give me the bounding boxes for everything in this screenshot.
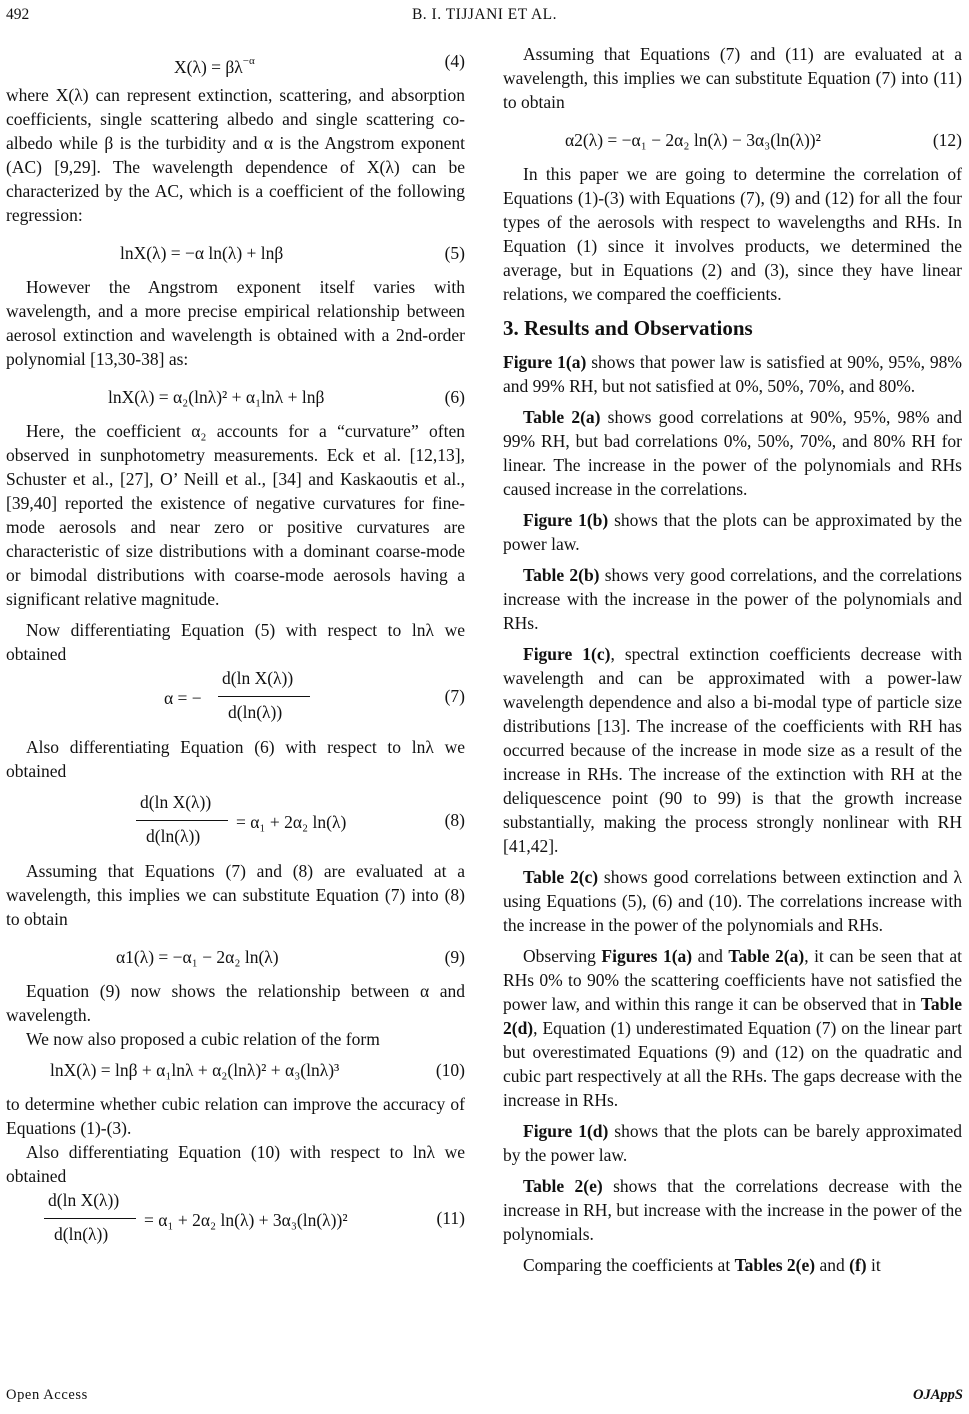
equation-7-number: (7) bbox=[444, 686, 465, 706]
figure-ref: Figures 1(a) bbox=[601, 946, 693, 966]
table-ref: Table 2(a) bbox=[728, 946, 805, 966]
equation-6-number: (6) bbox=[444, 387, 465, 407]
figure-ref: Figure 1(c) bbox=[523, 644, 611, 664]
result-observing: Observing Figures 1(a) and Table 2(a), it can be seen that at RHs 0% to 90% the scattering coefficients have not satisfied the power law, and within this range it can be observed that in Table 2(d), Equation (1) underestimated Equation (7) on the linear part but overestimated Equations (9) and (12) on the quadratic and cubic part respectively at all the RHs. The gaps decrease with the increase in RHs. bbox=[503, 946, 963, 1110]
equation-11-denominator: d(ln(λ)) bbox=[54, 1224, 109, 1244]
equation-4 bbox=[6, 42, 465, 76]
result-table-2e: Table 2(e) shows that the correlations decrease with the increase in RH, but increase with the increase in the power of the polynomials. bbox=[503, 1176, 962, 1244]
table-ref: Table 2(d) bbox=[503, 994, 962, 1038]
equation-8-rhs: = α₁ + 2α₂ ln(λ) bbox=[236, 812, 347, 832]
paragraph-substitute-7-8: Assuming that Equations (7) and (8) are evaluated at a wavelength, this implies we can substitute Equation (7) into (8) to obtain bbox=[6, 861, 465, 929]
equation-4-number: (4) bbox=[444, 51, 465, 71]
result-figure-1c: Figure 1(c), spectral extinction coefficients decrease with wavelength and can be approximated with a power-law wavelength dependence and also a bi-modal type of particle size distributions [13]. The increase of the coefficients with RH has occurred because of the increase in mode size as a result of the increase in RHs. The increase of the extinction with RH at the deliquescence point (90 to 99) is that the growth increase substantially, making the process strongly nonlinear with RH [41,42]. bbox=[503, 644, 962, 856]
table-ref: Tables 2(e) bbox=[734, 1255, 816, 1275]
equation-9-number: (9) bbox=[444, 947, 465, 967]
paragraph-cubic: We now also proposed a cubic relation of the form bbox=[26, 1029, 380, 1049]
equation-5-number: (5) bbox=[444, 243, 465, 263]
paragraph-accuracy: to determine whether cubic relation can improve the accuracy of Equations (1)-(3). bbox=[6, 1094, 465, 1138]
equation-10 bbox=[6, 1051, 465, 1085]
table-ref: Table 2(a) bbox=[523, 407, 601, 427]
equation-12-body: α2(λ) = −α₁ − 2α₂ ln(λ) − 3α₃(ln(λ))² bbox=[565, 130, 821, 150]
result-figure-1d: Figure 1(d) shows that the plots can be barely approximated by the power law. bbox=[503, 1121, 962, 1165]
figure-ref: Figure 1(d) bbox=[523, 1121, 609, 1141]
running-head-authors: B. I. TIJJANI ET AL. bbox=[411, 6, 558, 23]
page-number: 492 bbox=[6, 6, 30, 23]
result-figure-1b: Figure 1(b) shows that the plots can be approximated by the power law. bbox=[503, 510, 962, 554]
equation-11 bbox=[6, 1188, 465, 1250]
equation-8-numerator: d(ln X(λ)) bbox=[140, 792, 212, 812]
paragraph-correlation-plan: In this paper we are going to determine the correlation of Equations (1)-(3) with Equations (7), (9) and (12) for all the four types of the aerosols with respect to wavelengths and RHs. In Equation (1) since it involves products, we determined the average, but in Equations (2) and (3), since they have linear relations, we compared the coefficients. bbox=[503, 164, 962, 304]
paragraph-angstrom: However the Angstrom exponent itself varies with wavelength, and a more precise empirical relationship between aerosol extinction and wavelength is obtained with a 2nd-order polynomial [13,30-38] as: bbox=[6, 277, 465, 369]
fraction-bar bbox=[44, 1218, 136, 1219]
equation-10-number: (10) bbox=[435, 1060, 465, 1080]
equation-7 bbox=[6, 666, 465, 728]
result-table-2b: Table 2(b) shows very good correlations, and the correlations increase with the increase in the power of the polynomials and RHs. bbox=[503, 565, 962, 633]
right-column bbox=[503, 42, 962, 1277]
paragraph-differentiate-10: Also differentiating Equation (10) with respect to lnλ we obtained bbox=[6, 1142, 465, 1186]
paragraph-definitions: where X(λ) can represent extinction, scattering, and absorption coefficients, single scattering albedo and single scattering co-albedo while β is the turbidity and α is the Angstrom exponent (AC) [9,29]. The wavelength dependence of X(λ) can be characterized by the AC, which is a coefficient of the following regression: bbox=[6, 85, 465, 225]
equation-11-numerator: d(ln X(λ)) bbox=[48, 1190, 120, 1210]
equation-12-number: (12) bbox=[932, 130, 962, 150]
section-heading: 3. Results and Observations bbox=[503, 316, 753, 340]
paragraph-equation-9: Equation (9) now shows the relationship between α and wavelength. bbox=[6, 981, 465, 1025]
equation-6-body: lnX(λ) = α₂(lnλ)² + α₁lnλ + lnβ bbox=[108, 387, 325, 407]
fraction-bar bbox=[218, 696, 310, 697]
fraction-bar bbox=[136, 820, 228, 821]
result-table-2c: Table 2(c) shows good correlations between extinction and λ using Equations (5), (6) and (10). The correlations increase with the increase in the power of the polynomials and RHs. bbox=[503, 867, 962, 935]
equation-8-denominator: d(ln(λ)) bbox=[146, 826, 201, 846]
equation-7-lhs: α = − bbox=[164, 688, 202, 708]
equation-9-body: α1(λ) = −α₁ − 2α₂ ln(λ) bbox=[116, 947, 279, 967]
equation-11-number: (11) bbox=[436, 1208, 465, 1228]
equation-4-exponent: −α bbox=[242, 55, 255, 67]
equation-5 bbox=[6, 234, 465, 268]
equation-8 bbox=[6, 790, 465, 852]
result-figure-1a: Figure 1(a) shows that power law is satisfied at 90%, 95%, 98% and 99% RH, but not satisfied at 0%, 50%, 70%, and 80%. bbox=[503, 352, 962, 396]
equation-12 bbox=[503, 121, 962, 155]
equation-6 bbox=[6, 378, 465, 412]
equation-11-rhs: = α₁ + 2α₂ ln(λ) + 3α₃(ln(λ))² bbox=[144, 1210, 348, 1230]
result-comparing: Comparing the coefficients at Tables 2(e) and (f) it bbox=[523, 1255, 881, 1275]
footer-journal: OJAppS bbox=[913, 1387, 963, 1403]
table-ref: Table 2(e) bbox=[523, 1176, 603, 1196]
equation-4-body: X(λ) = βλ bbox=[174, 57, 243, 77]
equation-9 bbox=[6, 938, 465, 972]
paragraph-differentiate-6: Also differentiating Equation (6) with respect to lnλ we obtained bbox=[6, 737, 465, 781]
table-ref: Table 2(b) bbox=[523, 565, 600, 585]
result-table-2a: Table 2(a) shows good correlations at 90%, 95%, 98% and 99% RH, but bad correlations 0%, 50%, 70%, and 80% RH for linear. The increase in the power of the polynomials and RHs caused increase in the correlations. bbox=[503, 407, 962, 499]
left-column bbox=[6, 42, 465, 1250]
paragraph-curvature: Here, the coefficient α₂ accounts for a “curvature” often observed in sunphotometry measurements. Eck et al. [12,13], Schuster et al., [27], O’ Neill et al., [34] and Kaskaoutis et al., [39,40] reported the existence of negative curvatures for fine-mode aerosols and near zero or positive curvatures are characteristic of size distributions with a dominant coarse-mode or bimodal distributions with coarse-mode aerosols having a significant relative magnitude. bbox=[6, 421, 465, 609]
figure-ref: Figure 1(b) bbox=[523, 510, 609, 530]
equation-5-body: lnX(λ) = −α ln(λ) + lnβ bbox=[120, 243, 284, 263]
equation-10-body: lnX(λ) = lnβ + α₁lnλ + α₂(lnλ)² + α₃(lnλ)³ bbox=[50, 1060, 340, 1080]
paragraph-differentiate-5: Now differentiating Equation (5) with respect to lnλ we obtained bbox=[6, 620, 465, 664]
equation-8-number: (8) bbox=[444, 810, 465, 830]
figure-ref: Figure 1(a) bbox=[503, 352, 587, 372]
table-ref: Table 2(c) bbox=[523, 867, 599, 887]
footer-open-access: Open Access bbox=[6, 1387, 88, 1403]
table-ref: (f) bbox=[849, 1255, 867, 1275]
paragraph-substitute-7-11: Assuming that Equations (7) and (11) are evaluated at a wavelength, this implies we can substitute Equation (7) into (11) to obtain bbox=[503, 44, 962, 112]
equation-7-denominator: d(ln(λ)) bbox=[228, 702, 283, 722]
equation-7-numerator: d(ln X(λ)) bbox=[222, 668, 294, 688]
page-header bbox=[0, 6, 969, 28]
